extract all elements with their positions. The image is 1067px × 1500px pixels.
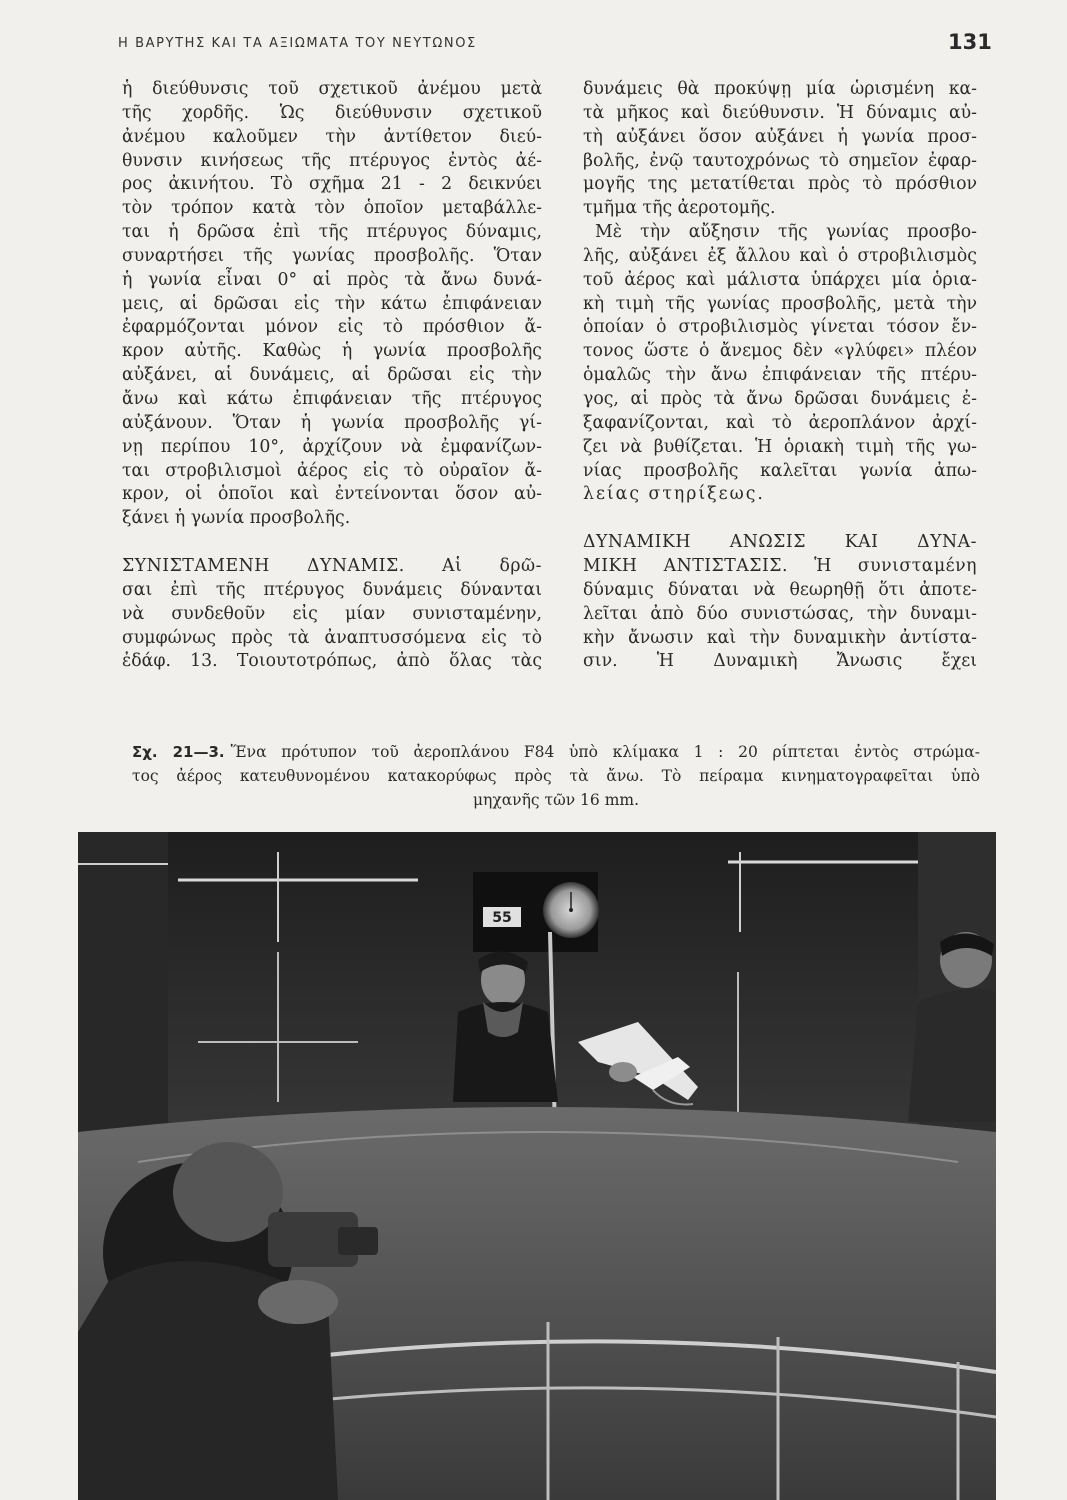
text-line: τονος ὥστε ὁ ἄνεμος δὲν «γλύφει» πλέον (583, 341, 977, 362)
left-text-column (122, 78, 542, 674)
caption-text: Ἕνα πρότυπον τοῦ ἀεροπλάνου F84 ὑπὸ κλίμακα 1 : 20 ρίπτεται ἐντὸς στρώμα- (230, 743, 980, 761)
section-heading-line: ΣΥΝΙΣΤΑΜΕΝΗ ΔΥΝΑΜΙΣ. Αἱ δρῶ- (122, 556, 542, 577)
text-line: κὴ τιμὴ τῆς γωνίας προσβολῆς, μετὰ τὴν (583, 293, 977, 314)
text-line: νὰ συνδεθοῦν εἰς μίαν συνισταμένην, (122, 603, 542, 624)
text-line: αὐξάνουν. Ὅταν ἡ γωνία προσβολῆς γί- (122, 412, 542, 433)
text-line: σιν. Ἡ Δυναμικὴ Ἄνωσις ἔχει (583, 651, 977, 672)
text-line: βολῆς, ἐνῷ ταυτοχρόνως τὸ σημεῖον ἐφαρ- (583, 150, 977, 171)
text-line: τοῦ ἀέρος καὶ μάλιστα ὑπάρχει μία ὁρια- (583, 269, 977, 290)
text-line: τὴ αὐξάνει ὅσον αὐξάνει ἡ γωνία προσ- (583, 126, 977, 147)
text-line: ἡ διεύθυνσις τοῦ σχετικοῦ ἀνέμου μετὰ (122, 79, 542, 99)
section-heading-line: ΔΥΝΑΜΙΚΗ ΑΝΩΣΙΣ ΚΑΙ ΔΥΝΑ- (583, 532, 977, 553)
text-line: ζει νὰ βυθίζεται. Ἡ ὁριακὴ τιμὴ τῆς γω- (583, 436, 977, 457)
text-line: κρον, οἱ ὁποῖοι καὶ ἐντείνονται ὅσον αὐ- (122, 484, 542, 505)
text-line: κρον αὐτῆς. Καθὼς ἡ γωνία προσβολῆς (122, 341, 542, 362)
caption-line: μηχανῆς τῶν 16 mm. (472, 791, 640, 809)
text-line: ρος ἀκινήτου. Τὸ σχῆμα 21 - 2 δεικνύει (122, 174, 542, 195)
sign-number: 55 (492, 910, 512, 926)
text-line: ἐδάφ. 13. Τοιουτοτρόπως, ἀπὸ ὅλας τὰς (122, 651, 542, 672)
text-line: νῃ περίπου 10°, ἀρχίζουν νὰ ἐμφανίζων- (122, 436, 542, 457)
page-number: 131 (948, 30, 992, 54)
text-line: ὁμαλῶς τὴν ἄνω ἐπιφάνειαν τῆς πτέρυ- (583, 365, 977, 386)
text-line: τῆς χορδῆς. Ὡς διεύθυνσιν σχετικοῦ (122, 102, 542, 123)
text-line: ἐφαρμόζονται μόνον εἰς τὸ πρόσθιον ἄ- (122, 317, 542, 338)
text-line: ὁποίαν ὁ στροβιλισμὸς γίνεται τόσον ἔν- (583, 317, 977, 338)
text-line: μεις, αἱ δρῶσαι εἰς τὴν κάτω ἐπιφάνειαν (122, 293, 542, 314)
text-line: τὸν τρόπον κατὰ τὸν ὁποῖον μεταβάλλε- (122, 198, 542, 219)
text-line: σαι ἐπὶ τῆς πτέρυγος δυνάμεις δύνανται (122, 579, 542, 600)
photo-illustration (78, 832, 996, 1500)
paragraph-gap (122, 531, 542, 555)
text-line: δυνάμεις θὰ προκύψῃ μία ὡρισμένη κα- (583, 79, 977, 99)
text-line: τμῆμα τῆς ἀεροτομῆς. (583, 198, 776, 219)
text-line: μογῆς της μετατίθεται πρὸς τὸ πρόσθιον (583, 174, 977, 195)
text-line: Μὲ τὴν αὔξησιν τῆς γωνίας προσβο- (595, 222, 977, 243)
right-text-column (583, 78, 977, 674)
text-line: νίας προσβολῆς καλεῖται γωνία ἀπω- (583, 460, 977, 481)
text-line: τὰ μῆκος καὶ διεύθυνσιν. Ἡ δύναμις αὐ- (583, 102, 977, 123)
text-line: λῆς, αὐξάνει ἐξ ἄλλου καὶ ὁ στροβιλισμὸς (583, 245, 977, 266)
text-line: ἀνέμου καλοῦμεν τὴν ἀντίθετον διεύ- (122, 126, 542, 147)
text-line: λείας στηρίξεως. (583, 484, 765, 505)
text-line: λεῖται ἀπὸ δύο συνιστώσας, τὴν δυναμι- (583, 603, 977, 624)
wind-tunnel-photograph (78, 832, 996, 1500)
text-line: ξάνει ἡ γωνία προσβολῆς. (122, 508, 351, 529)
text-line: θυνσιν κινήσεως τῆς πτέρυγος ἐντὸς ἀέ- (122, 150, 542, 171)
text-line: ται ἡ δρῶσα ἐπὶ τῆς πτέρυγος δύναμις, (122, 222, 542, 243)
running-head: Η ΒΑΡΥΤΗΣ ΚΑΙ ΤΑ ΑΞΙΩΜΑΤΑ ΤΟΥ ΝΕΥΤΩΝΟΣ (118, 36, 477, 51)
figure-caption (132, 740, 980, 812)
text-line: συμφώνως πρὸς τὰ ἀναπτυσσόμενα εἰς τὸ (122, 627, 542, 648)
text-line: ἄνω καὶ κάτω ἐπιφάνειαν τῆς πτέρυγος (122, 388, 542, 409)
section-heading-line: ΜΙΚΗ ΑΝΤΙΣΤΑΣΙΣ. Ἡ συνισταμένη (583, 556, 977, 577)
text-line: ται στροβιλισμοὶ ἀέρος εἰς τὸ οὐραῖον ἄ- (122, 460, 542, 481)
paragraph-gap (583, 507, 977, 531)
text-line: συναρτήσει τῆς γωνίας προσβολῆς. Ὅταν (122, 245, 542, 266)
text-line: δύναμις δύναται νὰ θεωρηθῇ ὅτι ἀποτε- (583, 579, 977, 600)
text-line: κὴν ἄνωσιν καὶ τὴν δυναμικὴν ἀντίστα- (583, 627, 977, 648)
figure-label: Σχ. 21—3. (132, 743, 225, 761)
text-line: αὐξάνει, αἱ δυνάμεις, αἱ δρῶσαι εἰς τὴν (122, 365, 542, 386)
text-line: γος, αἱ πρὸς τὰ ἄνω δρῶσαι δυνάμεις ἐ- (583, 388, 977, 409)
text-line: ξαφανίζονται, καὶ τὸ ἀεροπλάνον ἀρχί- (583, 412, 977, 433)
caption-line: τος ἀέρος κατευθυνομένου κατακορύφως πρὸς τὰ ἄνω. Τὸ πείραμα κινηματογραφεῖται ὑπὸ (132, 767, 980, 785)
caption-line (132, 740, 980, 764)
text-line: ἡ γωνία εἶναι 0° αἱ πρὸς τὰ ἄνω δυνά- (122, 269, 542, 290)
